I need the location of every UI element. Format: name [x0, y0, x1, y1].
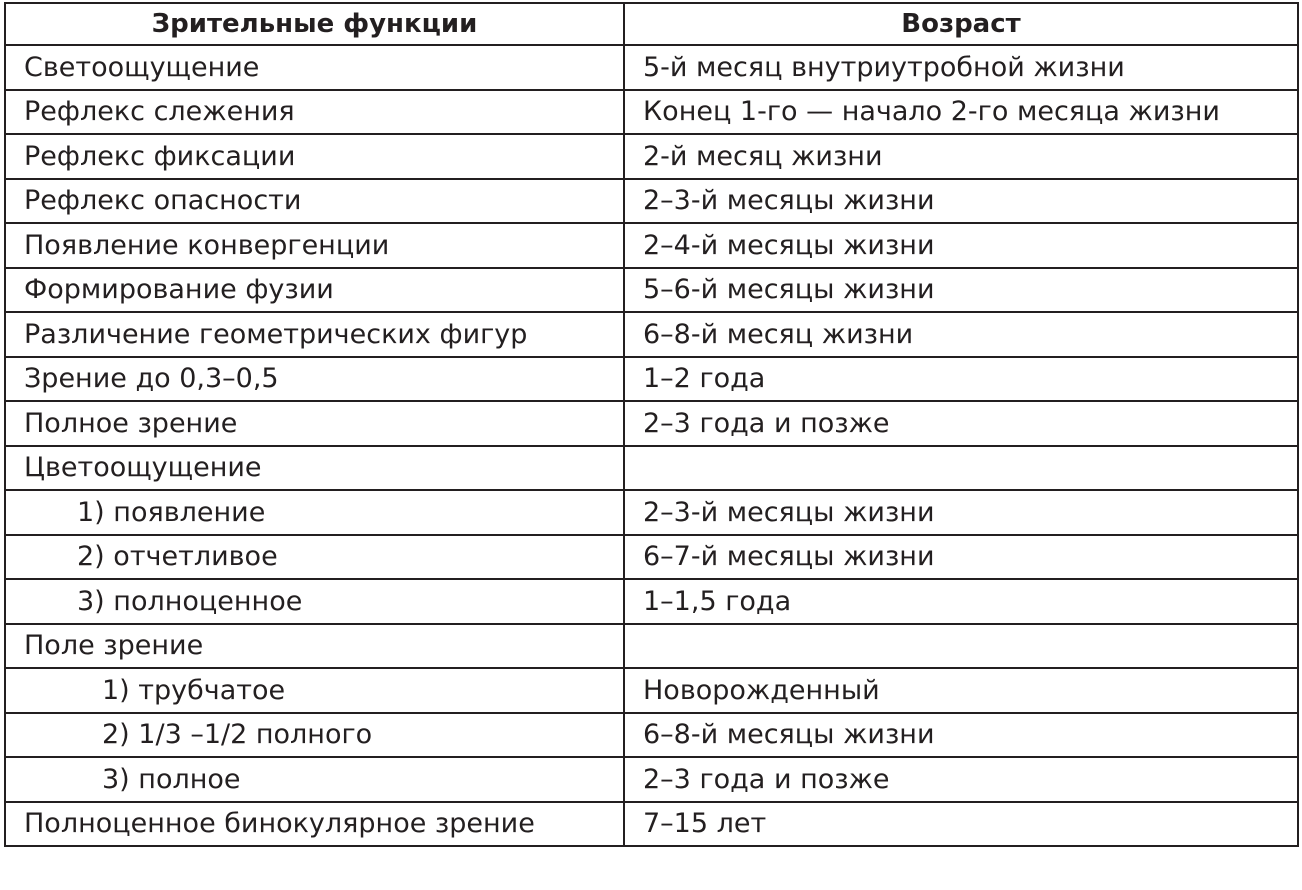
age-cell: Новорожденный	[624, 668, 1298, 713]
function-cell: Появление конвергенции	[5, 223, 624, 268]
function-cell: Рефлекс слежения	[5, 90, 624, 135]
function-cell: Полное зрение	[5, 401, 624, 446]
function-group-cell: Цветоощущение	[5, 446, 624, 491]
table-row	[5, 490, 1298, 535]
age-cell: 2-й месяц жизни	[624, 134, 1298, 179]
age-cell: 2–3 года и позже	[624, 757, 1298, 802]
function-subitem-cell: 1) трубчатое	[5, 668, 624, 713]
age-cell: 6–8-й месяц жизни	[624, 312, 1298, 357]
table-row	[5, 713, 1298, 758]
function-cell: Зрение до 0,3–0,5	[5, 357, 624, 402]
function-subitem-cell: 1) появление	[5, 490, 624, 535]
age-cell: 7–15 лет	[624, 802, 1298, 847]
header-age: Возраст	[624, 3, 1298, 45]
table-row	[5, 624, 1298, 669]
function-subitem-cell: 2) отчетливое	[5, 535, 624, 580]
age-cell: Конец 1-го — начало 2-го месяца жизни	[624, 90, 1298, 135]
header-visual-functions: Зрительные функции	[5, 3, 624, 45]
age-cell: 2–3 года и позже	[624, 401, 1298, 446]
age-cell: 1–2 года	[624, 357, 1298, 402]
age-cell: 2–3-й месяцы жизни	[624, 179, 1298, 224]
age-cell	[624, 624, 1298, 669]
table-row	[5, 223, 1298, 268]
table-row	[5, 268, 1298, 313]
table-row	[5, 134, 1298, 179]
table-row	[5, 401, 1298, 446]
table-row	[5, 668, 1298, 713]
age-cell	[624, 446, 1298, 491]
table-row	[5, 802, 1298, 847]
function-cell: Рефлекс опасности	[5, 179, 624, 224]
age-cell: 5-й месяц внутриутробной жизни	[624, 45, 1298, 90]
age-cell: 1–1,5 года	[624, 579, 1298, 624]
age-cell: 2–3-й месяцы жизни	[624, 490, 1298, 535]
function-cell: Различение геометрических фигур	[5, 312, 624, 357]
age-cell: 5–6-й месяцы жизни	[624, 268, 1298, 313]
table-row	[5, 757, 1298, 802]
function-cell: Формирование фузии	[5, 268, 624, 313]
table-row	[5, 357, 1298, 402]
visual-functions-table	[4, 2, 1299, 847]
table-row	[5, 535, 1298, 580]
table-row	[5, 90, 1298, 135]
function-subitem-cell: 3) полное	[5, 757, 624, 802]
age-cell: 6–7-й месяцы жизни	[624, 535, 1298, 580]
function-subitem-cell: 3) полноценное	[5, 579, 624, 624]
table-row	[5, 312, 1298, 357]
table-row	[5, 179, 1298, 224]
function-cell: Светоощущение	[5, 45, 624, 90]
table-row	[5, 45, 1298, 90]
function-subitem-cell: 2) 1/3 –1/2 полного	[5, 713, 624, 758]
table-row	[5, 579, 1298, 624]
function-cell: Рефлекс фиксации	[5, 134, 624, 179]
table-row	[5, 446, 1298, 491]
function-group-cell: Поле зрение	[5, 624, 624, 669]
age-cell: 6–8-й месяцы жизни	[624, 713, 1298, 758]
age-cell: 2–4-й месяцы жизни	[624, 223, 1298, 268]
table-header-row	[5, 3, 1298, 45]
function-cell: Полноценное бинокулярное зрение	[5, 802, 624, 847]
